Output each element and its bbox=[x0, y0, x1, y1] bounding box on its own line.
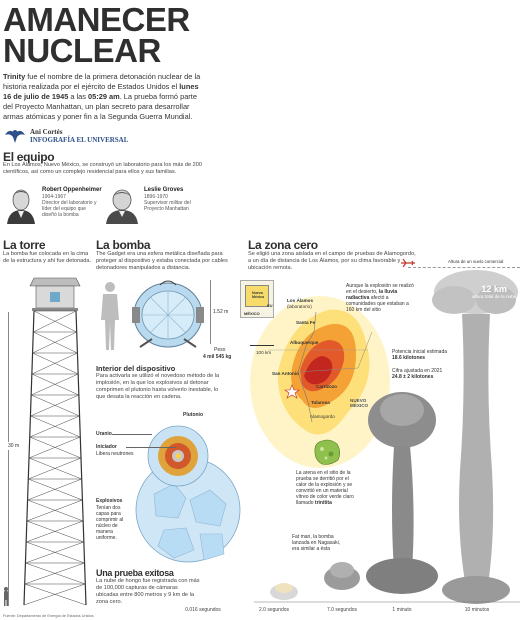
tower-brace-diagonal bbox=[32, 353, 78, 374]
time-label-3: 1 minuto bbox=[392, 607, 412, 613]
iniciador-leader bbox=[126, 447, 176, 448]
intro-trinity: Trinity bbox=[3, 72, 26, 81]
groves-role: Supervisor militar del Proyecto Manhattan bbox=[144, 200, 191, 212]
groves-portrait bbox=[104, 186, 140, 224]
time-label-0: 0.016 segundos bbox=[185, 607, 221, 613]
team-text: En Los Álamos, Nuevo México, se construyó un laboratorio para los más de 200 científicos, así como un complejo residencial para ellos y sus familias. bbox=[3, 162, 202, 175]
tower-brace-diagonal bbox=[33, 332, 77, 353]
plane-note: Altura de un vuelo comercial bbox=[448, 259, 504, 264]
byline-org: INFOGRAFÍA EL UNIVERSAL bbox=[30, 136, 129, 144]
bomb-size-line bbox=[210, 280, 211, 344]
tower-brace-diagonal bbox=[33, 332, 77, 353]
intro-text-3: . La prueba formó parte del Proyecto Manhattan, un plan secreto para desarrollar armas atómicas y poner fin a la Segunda Guerra Mundial. bbox=[3, 92, 197, 121]
inset-eu-label: EU bbox=[267, 303, 273, 308]
place-santa-fe: Santa Fe bbox=[296, 320, 316, 325]
trinitite-note-bold: trinitita bbox=[314, 500, 332, 506]
person-oppenheimer bbox=[42, 187, 102, 218]
oppenheimer-years: 1904-1967 bbox=[42, 194, 66, 200]
groves-name: Leslie Groves bbox=[144, 187, 184, 193]
headline bbox=[3, 1, 190, 69]
time-label-2: 7.0 segundos bbox=[326, 607, 358, 613]
power-est-label: Potencia inicial estimada bbox=[392, 349, 448, 355]
explosivos-label: Explosivos bbox=[96, 498, 123, 504]
oppenheimer-role: Director del laboratorio y líder del equipo que diseñó la bomba bbox=[42, 200, 97, 218]
bomb-title: La bomba bbox=[96, 238, 151, 252]
fatman-note: Fat man, la bomba lanzada en Nagasaki, era similar a ésta bbox=[292, 534, 341, 552]
human-scale-silhouette bbox=[96, 280, 124, 352]
tower-brace-diagonal bbox=[34, 311, 77, 332]
airplane-icon bbox=[400, 259, 416, 267]
zone-title: La zona cero bbox=[248, 238, 318, 252]
power-2021 bbox=[392, 368, 462, 380]
tower-brace-diagonal bbox=[28, 479, 82, 500]
headline-line-2: NUCLEAR bbox=[3, 32, 161, 69]
mushroom-cloud-sequence bbox=[254, 270, 520, 610]
source-note: Fuente: Departamento de Energía de Estados Unidos bbox=[3, 614, 94, 618]
gadget-bomb-illustration bbox=[126, 277, 208, 357]
place-san-antonio: San Antonio bbox=[272, 371, 299, 376]
intro-time: 05:29 am bbox=[88, 92, 120, 101]
interior-text: Para activarla se utilizó el novedoso método de la implosión, en la que los explosivos al detonar comprimen el plutonio hasta volverlo inestable, lo que desata la reacción en cadena. bbox=[96, 373, 220, 400]
tower-brace-diagonal bbox=[30, 395, 78, 416]
tower-brace-diagonal bbox=[31, 395, 79, 416]
place-tularosa: Tularosa bbox=[311, 400, 330, 405]
cloud-height: 12 km bbox=[481, 284, 507, 294]
iniciador-label: Iniciador bbox=[96, 444, 117, 450]
headline-line-1: AMANECER bbox=[3, 1, 190, 38]
tower-illustration bbox=[20, 270, 90, 610]
tower-brace-diagonal bbox=[28, 500, 84, 521]
tower-text: La bomba fue colocada en la cima de la estructura y ahí fue detonada. bbox=[3, 251, 92, 264]
uranio-leader bbox=[112, 434, 152, 435]
trinitite-note-text: La arena en el sitio de la prueba se derritió por el calor de la explosión y se convirtió en un material vítreo de color verde claro llamado bbox=[296, 470, 354, 506]
place-carrizozo: Carrizozo bbox=[316, 384, 337, 389]
tower-brace-diagonal bbox=[33, 311, 76, 332]
interior-title: Interior del dispositivo bbox=[96, 364, 176, 373]
inset-nm-label: Nuevo México bbox=[252, 291, 265, 299]
inset-mexico-label: MÉXICO bbox=[244, 311, 260, 316]
intro-text-2: a las bbox=[68, 92, 89, 101]
tower-height-line bbox=[8, 312, 9, 606]
cloud-height-desc: altura total de la nube bbox=[472, 294, 517, 299]
bomb-weight: 4 mil 545 kg bbox=[203, 354, 232, 360]
oppenheimer-portrait bbox=[4, 186, 38, 224]
tower-height-label: 30 m bbox=[8, 443, 20, 449]
tower-brace-diagonal bbox=[29, 437, 80, 458]
plume-note-text-1: Aunque la explosión se realizó en el desierto, bbox=[346, 283, 414, 295]
place-lab: (laboratorio) bbox=[287, 304, 312, 309]
tower-brace-diagonal bbox=[32, 374, 79, 395]
eagle-logo-icon bbox=[3, 125, 27, 145]
success-title: Una prueba exitosa bbox=[96, 568, 174, 578]
place-alamogordo: Alamogordo bbox=[310, 414, 335, 419]
success-text: La nube de hongo fue registrada con más de 100,000 capturas de cámaras ubicadas entre 800 metros y 9 km de la zona cero. bbox=[96, 578, 200, 605]
plume-note-text-2: afectó a comunidades que estaban a 160 km del sitio bbox=[346, 295, 409, 313]
byline bbox=[30, 128, 128, 144]
power-2021-label: Cifra ajustada en 2021 bbox=[392, 368, 443, 374]
tower-brace-diagonal bbox=[30, 437, 81, 458]
groves-years: 1896-1970 bbox=[144, 194, 168, 200]
power-2021-value: 24.8 ± 2 kilotones bbox=[392, 374, 434, 380]
tower-title: La torre bbox=[3, 238, 46, 252]
bomb-weight-label: Peso bbox=[214, 347, 226, 353]
team-title: El equipo bbox=[3, 150, 55, 164]
oppenheimer-name: Robert Oppenheimer bbox=[42, 187, 102, 193]
implosion-core-illustration bbox=[134, 418, 242, 568]
explosivos-desc: Tenían dos capas para comprimir al núcleo de manera uniforme. bbox=[96, 505, 124, 541]
intro-paragraph bbox=[3, 72, 201, 122]
tower-brace-diagonal bbox=[27, 500, 83, 521]
person-silhouette-icon bbox=[2, 586, 10, 606]
bomb-size: 1.52 m bbox=[213, 309, 229, 315]
plutonio-label: Plutonio bbox=[183, 412, 203, 418]
tower-brace-diagonal bbox=[30, 416, 80, 437]
plume-note-bold: la lluvia radiactiva bbox=[346, 289, 398, 301]
tower-brace-diagonal bbox=[28, 479, 82, 500]
tower-brace-diagonal bbox=[31, 374, 78, 395]
power-est-value: 18.6 kilotones bbox=[392, 355, 426, 361]
plane-altitude-line bbox=[408, 267, 520, 268]
uranio-label: Uranio bbox=[96, 431, 112, 437]
tower-brace-diagonal bbox=[33, 353, 79, 374]
map-scale-label: 100 km bbox=[256, 350, 272, 355]
cloud-height-block bbox=[472, 284, 516, 300]
iniciador-desc: Libera neutrones bbox=[96, 451, 134, 457]
zone-text: Se eligió una zona aislada en el campo de pruebas de Alamogordo, a un día de distancia de Los Álamos, por su clima favorable y ubicación remota. bbox=[248, 251, 416, 271]
tower-brace-diagonal bbox=[30, 416, 80, 437]
tower-brace-diagonal bbox=[28, 458, 81, 479]
place-los-alamos: Los Álamos bbox=[287, 298, 314, 303]
place-albuquerque: Albuquerque bbox=[290, 340, 319, 345]
intro-text-1: fue el nombre de la primera detonación nuclear de la historia realizada por el ejército de Estados Unidos el bbox=[3, 72, 201, 91]
byline-author: Ani Cortés bbox=[30, 128, 63, 136]
place-nuevo-mexico: NUEVO MÉXICO bbox=[350, 398, 369, 408]
time-label-1: 2.0 segundos bbox=[258, 607, 290, 613]
bomb-text: The Gadget era una esfera metálica diseñada para proteger al dispositivo y estaba conectada por cables detonadores manipulados a distancia. bbox=[96, 251, 228, 271]
time-label-4: 10 minutos bbox=[464, 607, 490, 613]
person-groves bbox=[144, 187, 200, 212]
intro-date: lunes 16 de julio de 1945 bbox=[3, 82, 199, 101]
tower-brace-diagonal bbox=[29, 458, 82, 479]
power-estimate bbox=[392, 349, 462, 361]
